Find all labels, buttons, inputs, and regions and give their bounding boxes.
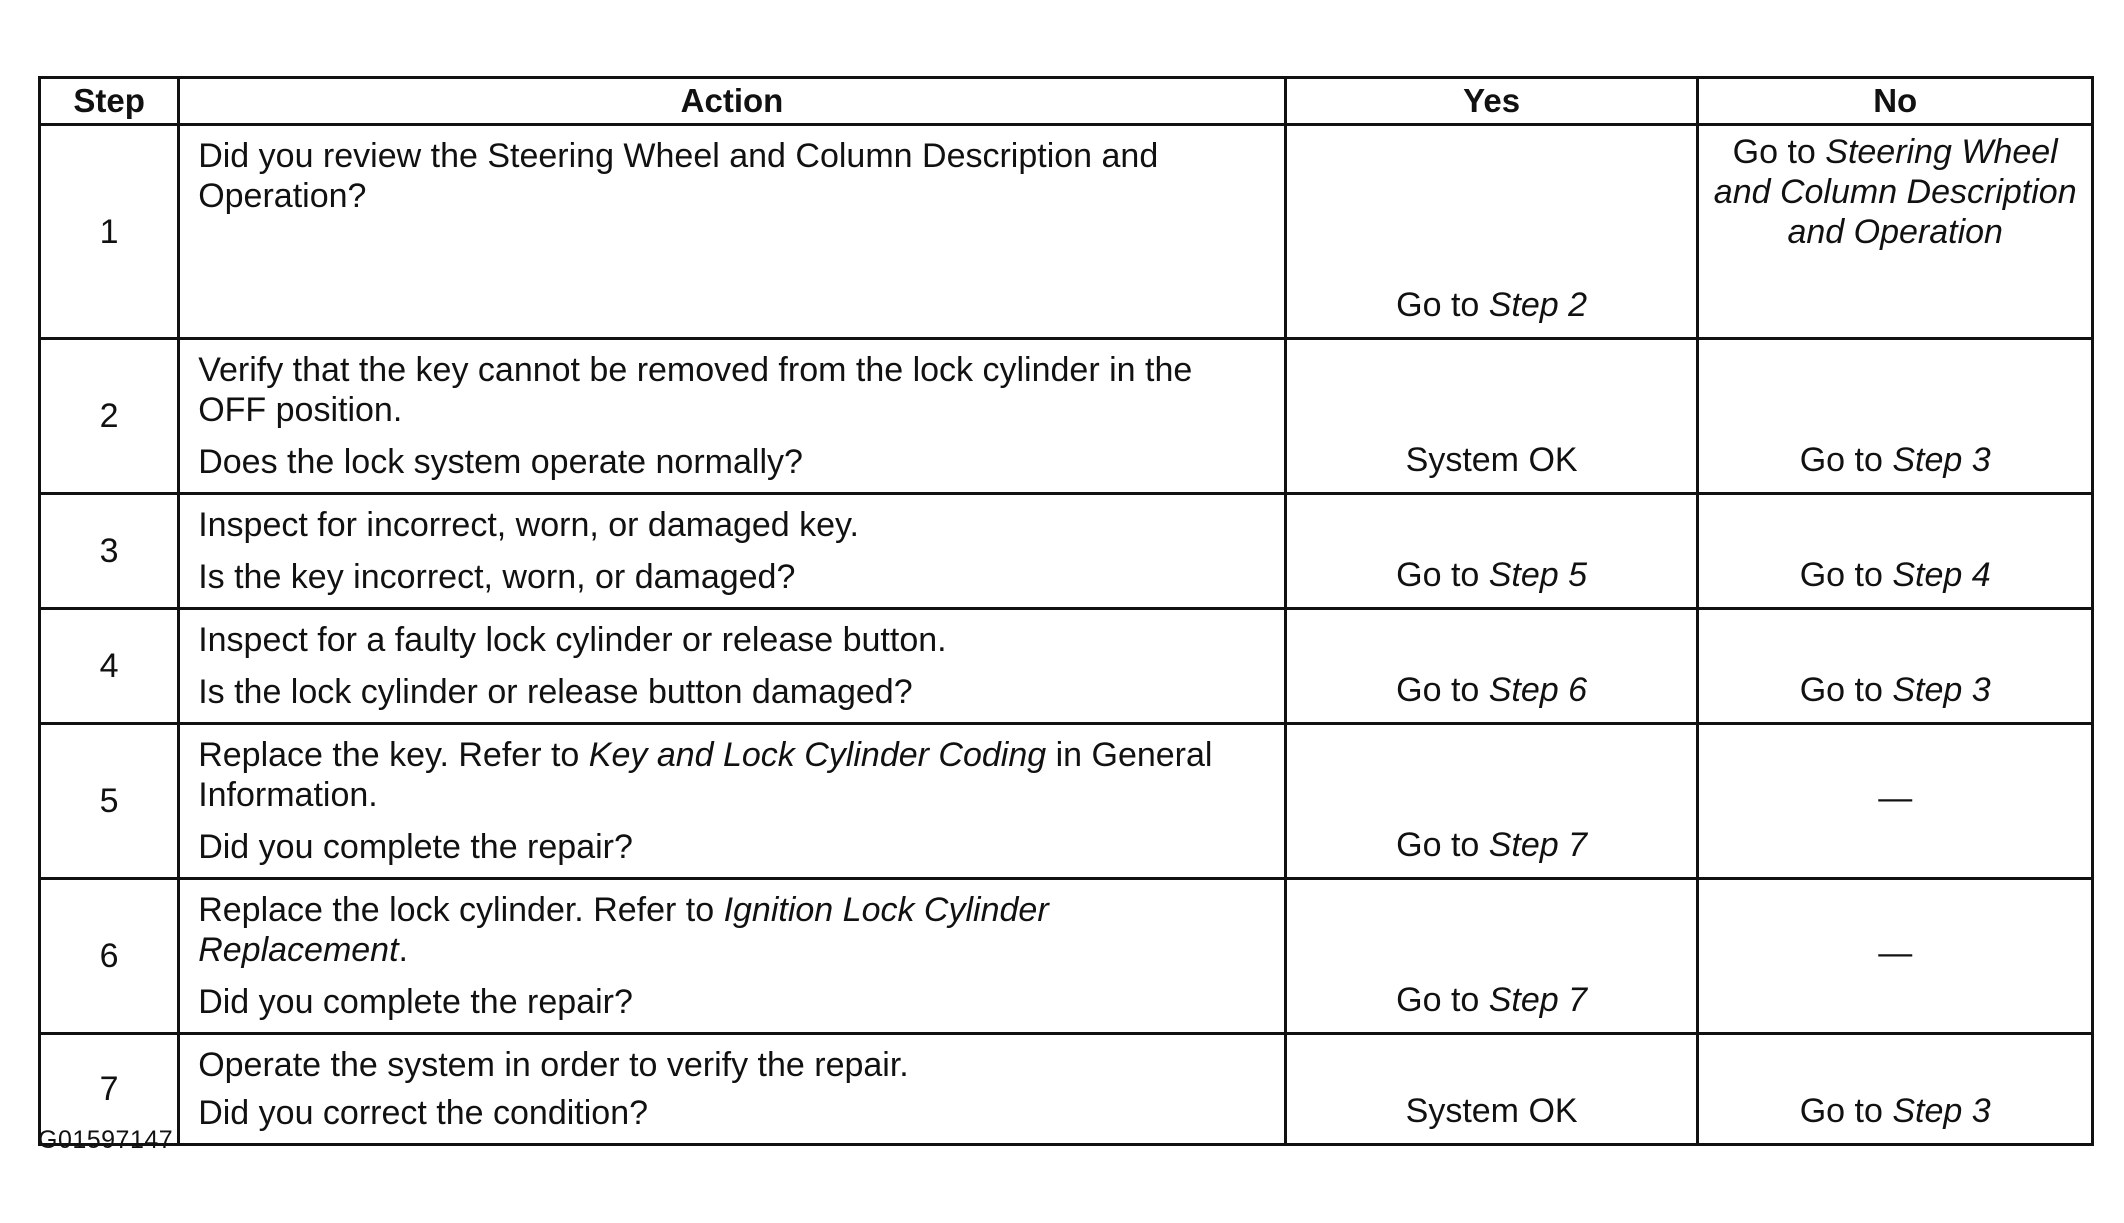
no-prefix: Go to — [1799, 671, 1893, 709]
action-reference: Ignition Lock Cylinder Replacement — [198, 891, 1049, 969]
header-action: Action — [179, 78, 1286, 125]
no-cell — [1698, 339, 2093, 494]
action-question: Does the lock system operate normally? — [198, 443, 803, 481]
step-number: 7 — [40, 1034, 179, 1145]
table-row — [40, 125, 2093, 339]
yes-prefix: Go to — [1396, 981, 1489, 1019]
step-number: 1 — [40, 125, 179, 339]
action-cell — [179, 494, 1286, 609]
figure-id: G01597147 — [38, 1126, 174, 1154]
no-step-link: Step 4 — [1892, 556, 1991, 594]
table-row — [40, 1034, 2093, 1145]
no-cell — [1698, 879, 2093, 1034]
yes-step-link: Step 5 — [1488, 556, 1588, 594]
no-prefix: Go to — [1799, 1092, 1893, 1130]
no-step-link: Step 3 — [1892, 1092, 1991, 1130]
action-cell — [179, 125, 1286, 339]
action-pre: Replace the lock cylinder. Refer to — [198, 891, 724, 929]
yes-prefix: Go to — [1396, 286, 1489, 324]
action-cell — [179, 1034, 1286, 1145]
action-text — [198, 735, 1266, 815]
table-row — [40, 879, 2093, 1034]
table-row — [40, 494, 2093, 609]
step-number: 6 — [40, 879, 179, 1034]
diagnostic-table — [38, 76, 2094, 1146]
action-text: Operate the system in order to verify the repair. — [198, 1046, 909, 1084]
no-prefix: Go to — [1799, 556, 1893, 594]
table-row — [40, 724, 2093, 879]
yes-step-link: Step 7 — [1488, 826, 1588, 864]
yes-prefix: Go to — [1396, 826, 1489, 864]
action-question: Is the key incorrect, worn, or damaged? — [198, 558, 796, 596]
action-cell — [179, 724, 1286, 879]
action-question: Is the lock cylinder or release button damaged? — [198, 673, 913, 711]
action-cell — [179, 879, 1286, 1034]
action-text — [198, 890, 1266, 970]
action-text: Verify that the key cannot be removed from the lock cylinder in the OFF position. — [198, 351, 1193, 429]
yes-step-link: Step 2 — [1488, 286, 1588, 324]
no-reference: Steering Wheel and Column Description and Operation — [1713, 133, 2077, 251]
yes-cell — [1285, 879, 1698, 1034]
action-question: Did you complete the repair? — [198, 983, 633, 1021]
yes-prefix: Go to — [1396, 556, 1489, 594]
step-number: 4 — [40, 609, 179, 724]
yes-step-link: Step 6 — [1488, 671, 1588, 709]
yes-step-link: Step 7 — [1488, 981, 1588, 1019]
table-row — [40, 339, 2093, 494]
step-number: 3 — [40, 494, 179, 609]
yes-cell — [1285, 339, 1698, 494]
yes-prefix: Go to — [1396, 671, 1489, 709]
no-cell — [1698, 125, 2093, 339]
header-no: No — [1698, 78, 2093, 125]
yes-cell — [1285, 125, 1698, 339]
yes-cell — [1285, 494, 1698, 609]
no-cell — [1698, 1034, 2093, 1145]
no-dash: — — [1878, 779, 1913, 817]
action-text: Inspect for a faulty lock cylinder or release button. — [198, 621, 947, 659]
step-number: 2 — [40, 339, 179, 494]
yes-prefix: System OK — [1405, 441, 1578, 479]
action-cell — [179, 609, 1286, 724]
no-cell — [1698, 609, 2093, 724]
action-text: Inspect for incorrect, worn, or damaged key. — [198, 506, 859, 544]
no-prefix: Go to — [1799, 441, 1893, 479]
no-dash: — — [1878, 934, 1913, 972]
action-reference: Key and Lock Cylinder Coding — [588, 736, 1047, 774]
table-row — [40, 609, 2093, 724]
header-step: Step — [40, 78, 179, 125]
yes-prefix: System OK — [1405, 1092, 1578, 1130]
action-pre: Replace the key. Refer to — [198, 736, 589, 774]
no-cell — [1698, 494, 2093, 609]
no-step-link: Step 3 — [1892, 671, 1991, 709]
yes-cell — [1285, 609, 1698, 724]
action-post: . — [398, 931, 408, 969]
action-question: Did you complete the repair? — [198, 828, 633, 866]
step-number: 5 — [40, 724, 179, 879]
yes-cell — [1285, 724, 1698, 879]
action-post: in General Information. — [198, 736, 1213, 814]
header-yes: Yes — [1285, 78, 1698, 125]
action-text: Did you review the Steering Wheel and Column Description and Operation? — [198, 137, 1159, 215]
no-step-link: Step 3 — [1892, 441, 1991, 479]
no-prefix: Go to — [1732, 133, 1826, 171]
no-cell — [1698, 724, 2093, 879]
action-question: Did you correct the condition? — [198, 1094, 649, 1132]
yes-cell — [1285, 1034, 1698, 1145]
action-cell — [179, 339, 1286, 494]
table-header-row — [40, 78, 2093, 125]
